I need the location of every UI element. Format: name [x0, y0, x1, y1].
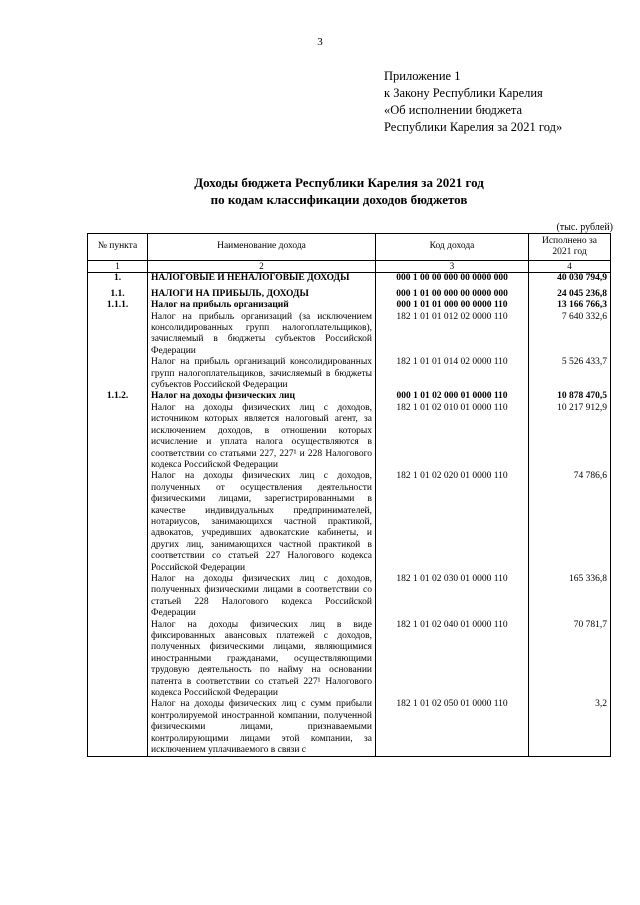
- document-title: [0, 174, 640, 208]
- units-label: (тыс. рублей): [556, 222, 613, 233]
- appendix-note: [384, 68, 562, 136]
- column-number: 3: [376, 261, 529, 273]
- title-line: по кодам классификации доходов бюджетов: [210, 192, 468, 207]
- row-num: [88, 312, 148, 358]
- row-value: 40 030 794,9: [529, 273, 611, 285]
- row-name: Налог на прибыль организаций (за исключением консолидированных групп налогоплательщиков), зачисляемый в бюджеты субъектов Российской Федерации: [148, 312, 376, 358]
- row-code: 000 1 01 01 000 00 0000 110: [376, 300, 529, 311]
- header-name: Наименование дохода: [148, 234, 376, 261]
- appendix-line: Приложение 1: [384, 69, 461, 83]
- row-code: 000 1 00 00 000 00 0000 000: [376, 273, 529, 285]
- row-name: Налог на доходы физических лиц с доходов, полученных от осуществления деятельности физическими лицами, зарегистрированными в качестве индивидуальных предпринимателей, нотариусов, занимающихся частной практикой, адвокатов, учредивших адвокатские кабинеты, и других лиц, занимающихся частной практикой в соответствии со статьей 227 Налогового кодекса Российской Федерации: [148, 471, 376, 574]
- table-row: [88, 699, 611, 757]
- row-name: Налог на доходы физических лиц с доходов, источником которых является налоговый агент, за исключением доходов, в отношении которых исчисление и уплата налога осуществляются в соответствии со статьями 227, 227¹ и 228 Налогового кодекса Российской Федерации: [148, 403, 376, 471]
- page-number: 3: [317, 36, 323, 48]
- row-value: 24 045 236,8: [529, 289, 611, 300]
- appendix-line: «Об исполнении бюджета: [384, 103, 523, 117]
- table-header-row: [88, 234, 611, 261]
- row-code: 000 1 01 00 000 00 0000 000: [376, 289, 529, 300]
- row-num: [88, 471, 148, 574]
- row-code: 182 1 01 01 014 02 0000 110: [376, 357, 529, 391]
- appendix-line: к Закону Республики Карелия: [384, 86, 543, 100]
- table-row: [88, 574, 611, 620]
- header-value: Исполнено за 2021 год: [529, 234, 611, 261]
- row-value: 7 640 332,6: [529, 312, 611, 358]
- row-num: 1.1.: [88, 289, 148, 300]
- row-name: Налог на доходы физических лиц в виде фиксированных авансовых платежей с доходов, полученных физическими лицами, являющимися иностранными гражданами, осуществляющими трудовую деятельность по найму на основании патента в соответствии со статьей 227¹ Налогового кодекса Российской Федерации: [148, 620, 376, 700]
- row-value: 10 878 470,5: [529, 391, 611, 402]
- table-row: [88, 357, 611, 391]
- table-row: [88, 391, 611, 402]
- row-value: 5 526 433,7: [529, 357, 611, 391]
- row-value: 74 786,6: [529, 471, 611, 574]
- row-code: 182 1 01 02 030 01 0000 110: [376, 574, 529, 620]
- row-num: 1.1.2.: [88, 391, 148, 402]
- row-code: 182 1 01 02 020 01 0000 110: [376, 471, 529, 574]
- table-row: [88, 471, 611, 574]
- table-row: [88, 300, 611, 311]
- table-row: [88, 620, 611, 700]
- row-name: Налог на доходы физических лиц с сумм прибыли контролируемой иностранной компании, полученной физическими лицами, признаваемыми контролирующими лицами этой компании, за исключением уплачиваемого в связи с: [148, 699, 376, 757]
- row-value: 70 781,7: [529, 620, 611, 700]
- row-value: 13 166 766,3: [529, 300, 611, 311]
- row-value: 10 217 912,9: [529, 403, 611, 471]
- column-number: 4: [529, 261, 611, 273]
- table-row: [88, 289, 611, 300]
- row-code: 182 1 01 02 010 01 0000 110: [376, 403, 529, 471]
- column-number: 1: [88, 261, 148, 273]
- row-num: [88, 699, 148, 757]
- row-code: 182 1 01 01 012 02 0000 110: [376, 312, 529, 358]
- row-num: 1.: [88, 273, 148, 285]
- row-num: [88, 357, 148, 391]
- row-name: Налог на прибыль организаций: [148, 300, 376, 311]
- header-num: № пункта: [88, 234, 148, 261]
- row-name: НАЛОГИ НА ПРИБЫЛЬ, ДОХОДЫ: [148, 289, 376, 300]
- row-code: 000 1 01 02 000 01 0000 110: [376, 391, 529, 402]
- row-code: 182 1 01 02 050 01 0000 110: [376, 699, 529, 757]
- table-row: [88, 403, 611, 471]
- income-table: [87, 233, 611, 757]
- table-row: [88, 273, 611, 285]
- row-value: 3,2: [529, 699, 611, 757]
- table-row: [88, 312, 611, 358]
- appendix-line: Республики Карелия за 2021 год»: [384, 120, 563, 134]
- row-name: Налог на прибыль организаций консолидированных групп налогоплательщиков, зачисляемый в бюджеты субъектов Российской Федерации: [148, 357, 376, 391]
- title-line: Доходы бюджета Республики Карелия за 2021 год: [194, 175, 484, 190]
- row-num: 1.1.1.: [88, 300, 148, 311]
- row-num: [88, 574, 148, 620]
- row-name: Налог на доходы физических лиц с доходов, полученных физическими лицами в соответствии со статьей 228 Налогового кодекса Российской Федерации: [148, 574, 376, 620]
- column-number: 2: [148, 261, 376, 273]
- column-number-row: [88, 261, 611, 273]
- row-value: 165 336,8: [529, 574, 611, 620]
- row-name: НАЛОГОВЫЕ И НЕНАЛОГОВЫЕ ДОХОДЫ: [148, 273, 376, 285]
- row-name: Налог на доходы физических лиц: [148, 391, 376, 402]
- row-code: 182 1 01 02 040 01 0000 110: [376, 620, 529, 700]
- row-num: [88, 403, 148, 471]
- row-num: [88, 620, 148, 700]
- header-code: Код дохода: [376, 234, 529, 261]
